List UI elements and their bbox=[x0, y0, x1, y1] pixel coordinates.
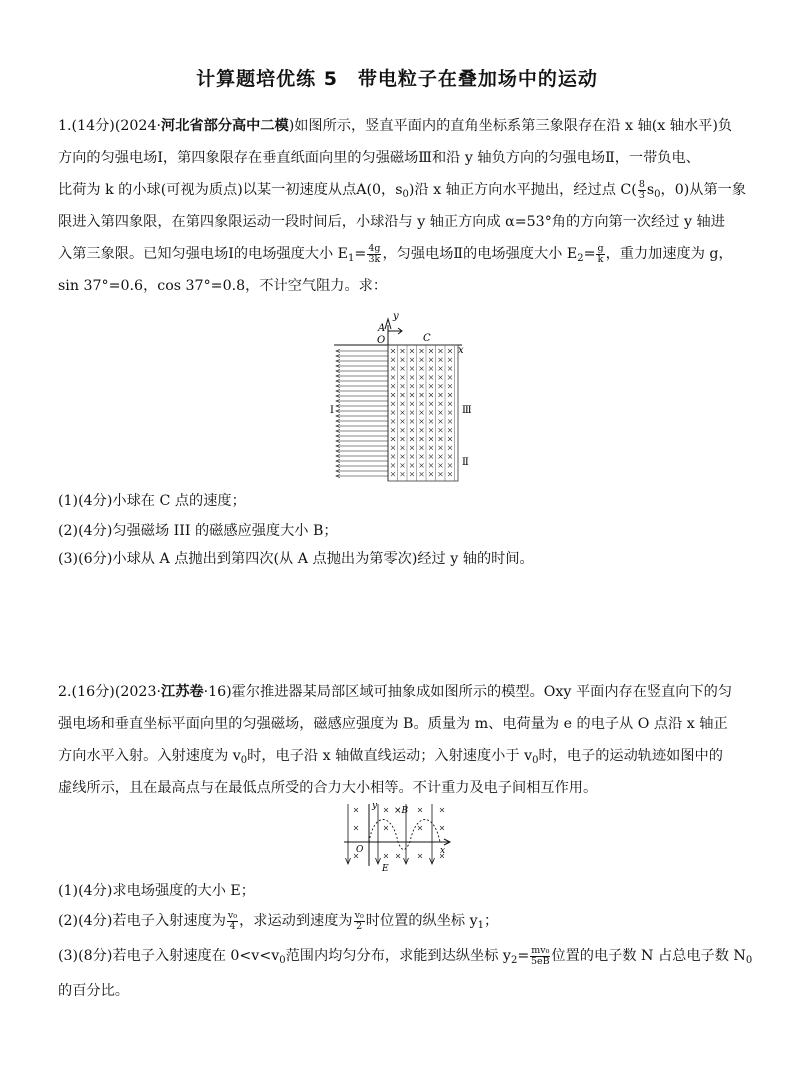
cross-mark-icon bbox=[429, 402, 433, 406]
cross-mark-icon bbox=[420, 402, 424, 406]
cross-mark-icon bbox=[429, 375, 433, 379]
cross-mark-icon bbox=[439, 375, 443, 379]
cross-mark-icon bbox=[448, 393, 452, 397]
fraction: $\frac{g}{k}$ bbox=[597, 242, 604, 265]
cross-mark-icon bbox=[410, 455, 414, 459]
cross-mark-icon bbox=[448, 384, 452, 388]
cross-mark-icon bbox=[401, 428, 405, 432]
fraction: $\frac{\text{mv₀}}{5eB}$ bbox=[530, 944, 550, 967]
field-E-label: E bbox=[382, 864, 389, 872]
point-A-label: A bbox=[378, 323, 386, 334]
cross-mark-icon bbox=[418, 808, 422, 812]
cross-mark-icon bbox=[401, 384, 405, 388]
cross-mark-icon bbox=[401, 358, 405, 362]
region-II-label: Ⅱ bbox=[462, 457, 469, 468]
cross-mark-icon bbox=[420, 419, 424, 423]
fraction: $\frac{8}{3}$ bbox=[638, 178, 645, 201]
cross-mark-icon bbox=[429, 428, 433, 432]
cross-mark-icon bbox=[410, 472, 414, 476]
problem-1-text: 1.(14分)(2024·河北省部分高中二模)如图所示，竖直平面内的直角坐标系第三象限存在沿 x 轴(x 轴水平)负 方向的匀强电场Ⅰ，第四象限存在垂直纸面向里的匀强磁场Ⅲ和沿 y 轴负方向的匀强电场Ⅱ，一带负电、 比荷为 k 的小球(可视为质点)以某一初速度从点A(0，$s_0$)沿 x 轴正方向水平抛出，经过点 C( $\frac{8}{3}$ $s_0$，0)从第一象 限进入第四象限，在第四象限运动一段时间后，小球沿与 y 轴正方向成 α=53°角的方向第一次经过 y 轴进 入第三象限。已知匀强电场Ⅰ的电场强度大小 $E_1=$ $\frac{4g}{3k}$ ，匀强电场Ⅱ的电场强度大小 $E_2=$ $\frac{g}{k}$ ，重力加速度为 g， sin 37°=0.6，cos 37°=0.8，不计空气阻力。求： bbox=[58, 118, 747, 294]
cross-mark-icon bbox=[391, 367, 395, 371]
cross-mark-icon bbox=[440, 808, 444, 812]
cross-mark-icon bbox=[429, 437, 433, 441]
cross-mark-icon bbox=[439, 419, 443, 423]
cross-mark-icon bbox=[420, 455, 424, 459]
cross-mark-icon bbox=[420, 358, 424, 362]
magnetic-field-III-marks bbox=[391, 349, 452, 476]
cross-mark-icon bbox=[391, 463, 395, 467]
cross-mark-icon bbox=[391, 419, 395, 423]
origin-label: O bbox=[356, 845, 364, 855]
problem-2-question-2: (2)(4分)若电子入射速度为 $\frac{\text{v₀}}{4}$ ，求运动到速度为 $\frac{\text{v₀}}{2}$ 时位置的纵坐标 $y_1$； bbox=[58, 909, 499, 932]
cross-mark-icon bbox=[439, 349, 443, 353]
launch-arrow-icon bbox=[388, 328, 402, 334]
cross-mark-icon bbox=[410, 349, 414, 353]
cross-mark-icon bbox=[418, 854, 422, 858]
cross-mark-icon bbox=[448, 411, 452, 415]
cross-mark-icon bbox=[391, 358, 395, 362]
cross-mark-icon bbox=[410, 446, 414, 450]
origin-label: O bbox=[377, 335, 386, 346]
field-B-label: ×B bbox=[394, 806, 409, 816]
cross-mark-icon bbox=[429, 384, 433, 388]
cross-mark-icon bbox=[391, 375, 395, 379]
electron-trajectory bbox=[369, 820, 440, 850]
cross-mark-icon bbox=[391, 446, 395, 450]
cross-mark-icon bbox=[439, 463, 443, 467]
cross-mark-icon bbox=[448, 437, 452, 441]
cross-mark-icon bbox=[429, 358, 433, 362]
cross-mark-icon bbox=[429, 411, 433, 415]
cross-mark-icon bbox=[391, 384, 395, 388]
cross-mark-icon bbox=[410, 463, 414, 467]
cross-mark-icon bbox=[391, 455, 395, 459]
cross-mark-icon bbox=[440, 826, 444, 830]
point-C-label: C bbox=[423, 333, 431, 344]
cross-mark-icon bbox=[420, 437, 424, 441]
cross-mark-icon bbox=[420, 411, 424, 415]
cross-mark-icon bbox=[391, 472, 395, 476]
cross-mark-icon bbox=[448, 367, 452, 371]
cross-mark-icon bbox=[401, 367, 405, 371]
cross-mark-icon bbox=[410, 393, 414, 397]
cross-mark-icon bbox=[410, 358, 414, 362]
cross-mark-icon bbox=[420, 349, 424, 353]
cross-mark-icon bbox=[391, 428, 395, 432]
cross-mark-icon bbox=[401, 419, 405, 423]
cross-mark-icon bbox=[429, 367, 433, 371]
cross-mark-icon bbox=[439, 402, 443, 406]
cross-mark-icon bbox=[384, 808, 388, 812]
page-title: 计算题培优练 5 带电粒子在叠加场中的运动 bbox=[196, 68, 598, 90]
cross-mark-icon bbox=[429, 446, 433, 450]
cross-mark-icon bbox=[410, 411, 414, 415]
cross-mark-icon bbox=[439, 393, 443, 397]
fraction: $\frac{4g}{3k}$ bbox=[368, 242, 381, 265]
cross-mark-icon bbox=[420, 367, 424, 371]
cross-mark-icon bbox=[439, 446, 443, 450]
cross-mark-icon bbox=[429, 419, 433, 423]
cross-mark-icon bbox=[420, 428, 424, 432]
problem-1-question-2: (2)(4分)匀强磁场 III 的磁感应强度大小 B； bbox=[58, 523, 338, 539]
problem-1-source: 河北省部分高中二模 bbox=[161, 118, 289, 134]
electric-field-II-lines bbox=[398, 345, 455, 481]
cross-mark-icon bbox=[420, 375, 424, 379]
problem-2-text: 2.(16分)(2023·江苏卷·16)霍尔推进器某局部区域可抽象成如图所示的模型。Oxy 平面内存在竖直向下的匀 强电场和垂直坐标平面向里的匀强磁场，磁感应强度为 B。质量为 m、电荷量为 e 的电子从 O 点沿 x 轴正 方向水平入射。入射速度为 $v_0$时，电子沿 x 轴做直线运动；入射速度小于 $v_0$时，电子的运动轨迹如图中的 虚线所示，且在最高点与在最低点所受的合力大小相等。不计重力及电子间相互作用。 bbox=[58, 684, 733, 796]
cross-mark-icon bbox=[448, 446, 452, 450]
problem-1-question-1: (1)(4分)小球在 C 点的速度； bbox=[58, 493, 246, 509]
cross-mark-icon bbox=[410, 437, 414, 441]
cross-mark-icon bbox=[420, 472, 424, 476]
figure-2 bbox=[336, 800, 460, 872]
problem-2-question-1: (1)(4分)求电场强度的大小 E； bbox=[58, 883, 255, 899]
cross-mark-icon bbox=[420, 446, 424, 450]
y-label: y bbox=[393, 311, 399, 322]
cross-mark-icon bbox=[354, 808, 358, 812]
cross-mark-icon bbox=[401, 393, 405, 397]
cross-mark-icon bbox=[420, 384, 424, 388]
cross-mark-icon bbox=[401, 463, 405, 467]
fraction: $\frac{\text{v₀}}{2}$ bbox=[354, 909, 364, 932]
cross-mark-icon bbox=[439, 411, 443, 415]
cross-mark-icon bbox=[448, 455, 452, 459]
cross-mark-icon bbox=[429, 472, 433, 476]
figure-1 bbox=[330, 305, 475, 483]
cross-mark-icon bbox=[439, 358, 443, 362]
cross-mark-icon bbox=[439, 455, 443, 459]
cross-mark-icon bbox=[429, 463, 433, 467]
x-label: x bbox=[440, 846, 446, 856]
cross-mark-icon bbox=[448, 472, 452, 476]
cross-mark-icon bbox=[448, 349, 452, 353]
cross-mark-icon bbox=[439, 428, 443, 432]
cross-mark-icon bbox=[418, 826, 422, 830]
cross-mark-icon bbox=[410, 428, 414, 432]
cross-mark-icon bbox=[391, 349, 395, 353]
fraction: $\frac{\text{v₀}}{4}$ bbox=[227, 909, 238, 932]
cross-mark-icon bbox=[401, 437, 405, 441]
cross-mark-icon bbox=[429, 455, 433, 459]
cross-mark-icon bbox=[401, 375, 405, 379]
cross-mark-icon bbox=[396, 854, 400, 858]
cross-mark-icon bbox=[448, 375, 452, 379]
region-I-label: Ⅰ bbox=[330, 405, 334, 416]
cross-mark-icon bbox=[391, 393, 395, 397]
cross-mark-icon bbox=[401, 349, 405, 353]
cross-mark-icon bbox=[391, 402, 395, 406]
cross-mark-icon bbox=[401, 411, 405, 415]
problem-2-source: 江苏卷 bbox=[161, 684, 204, 700]
cross-mark-icon bbox=[410, 367, 414, 371]
cross-mark-icon bbox=[384, 826, 388, 830]
cross-mark-icon bbox=[448, 402, 452, 406]
cross-mark-icon bbox=[429, 393, 433, 397]
cross-mark-icon bbox=[410, 384, 414, 388]
cross-mark-icon bbox=[401, 446, 405, 450]
cross-mark-icon bbox=[384, 854, 388, 858]
problem-1-question-3: (3)(6分)小球从 A 点抛出到第四次(从 A 点抛出为第零次)经过 y 轴的时间。 bbox=[58, 551, 534, 567]
cross-mark-icon bbox=[391, 411, 395, 415]
problem-2-question-3-cont: 的百分比。 bbox=[58, 983, 129, 999]
cross-mark-icon bbox=[401, 402, 405, 406]
cross-mark-icon bbox=[439, 437, 443, 441]
field-region-box bbox=[388, 345, 458, 481]
cross-mark-icon bbox=[439, 367, 443, 371]
x-label: x bbox=[458, 345, 464, 356]
cross-mark-icon bbox=[439, 384, 443, 388]
problem-2-question-3: (3)(8分)若电子入射速度在 $0<v<v_0$范围内均匀分布，求能到达纵坐标 $y_2=$ $\frac{\text{mv₀}}{5eB}$ 位置的电子数 N 占总电子数 $N_0$ bbox=[58, 944, 753, 967]
cross-mark-icon bbox=[410, 375, 414, 379]
electric-field-I-lines bbox=[336, 349, 388, 477]
cross-mark-icon bbox=[420, 463, 424, 467]
cross-mark-icon bbox=[448, 428, 452, 432]
y-label: y bbox=[372, 801, 378, 811]
cross-mark-icon bbox=[420, 393, 424, 397]
cross-mark-icon bbox=[448, 419, 452, 423]
cross-mark-icon bbox=[401, 472, 405, 476]
cross-mark-icon bbox=[448, 358, 452, 362]
cross-mark-icon bbox=[401, 455, 405, 459]
cross-mark-icon bbox=[391, 437, 395, 441]
region-III-label: Ⅲ bbox=[462, 405, 472, 416]
cross-mark-icon bbox=[429, 349, 433, 353]
cross-mark-icon bbox=[410, 402, 414, 406]
cross-mark-icon bbox=[354, 826, 358, 830]
cross-mark-icon bbox=[448, 463, 452, 467]
cross-mark-icon bbox=[410, 419, 414, 423]
cross-mark-icon bbox=[439, 472, 443, 476]
